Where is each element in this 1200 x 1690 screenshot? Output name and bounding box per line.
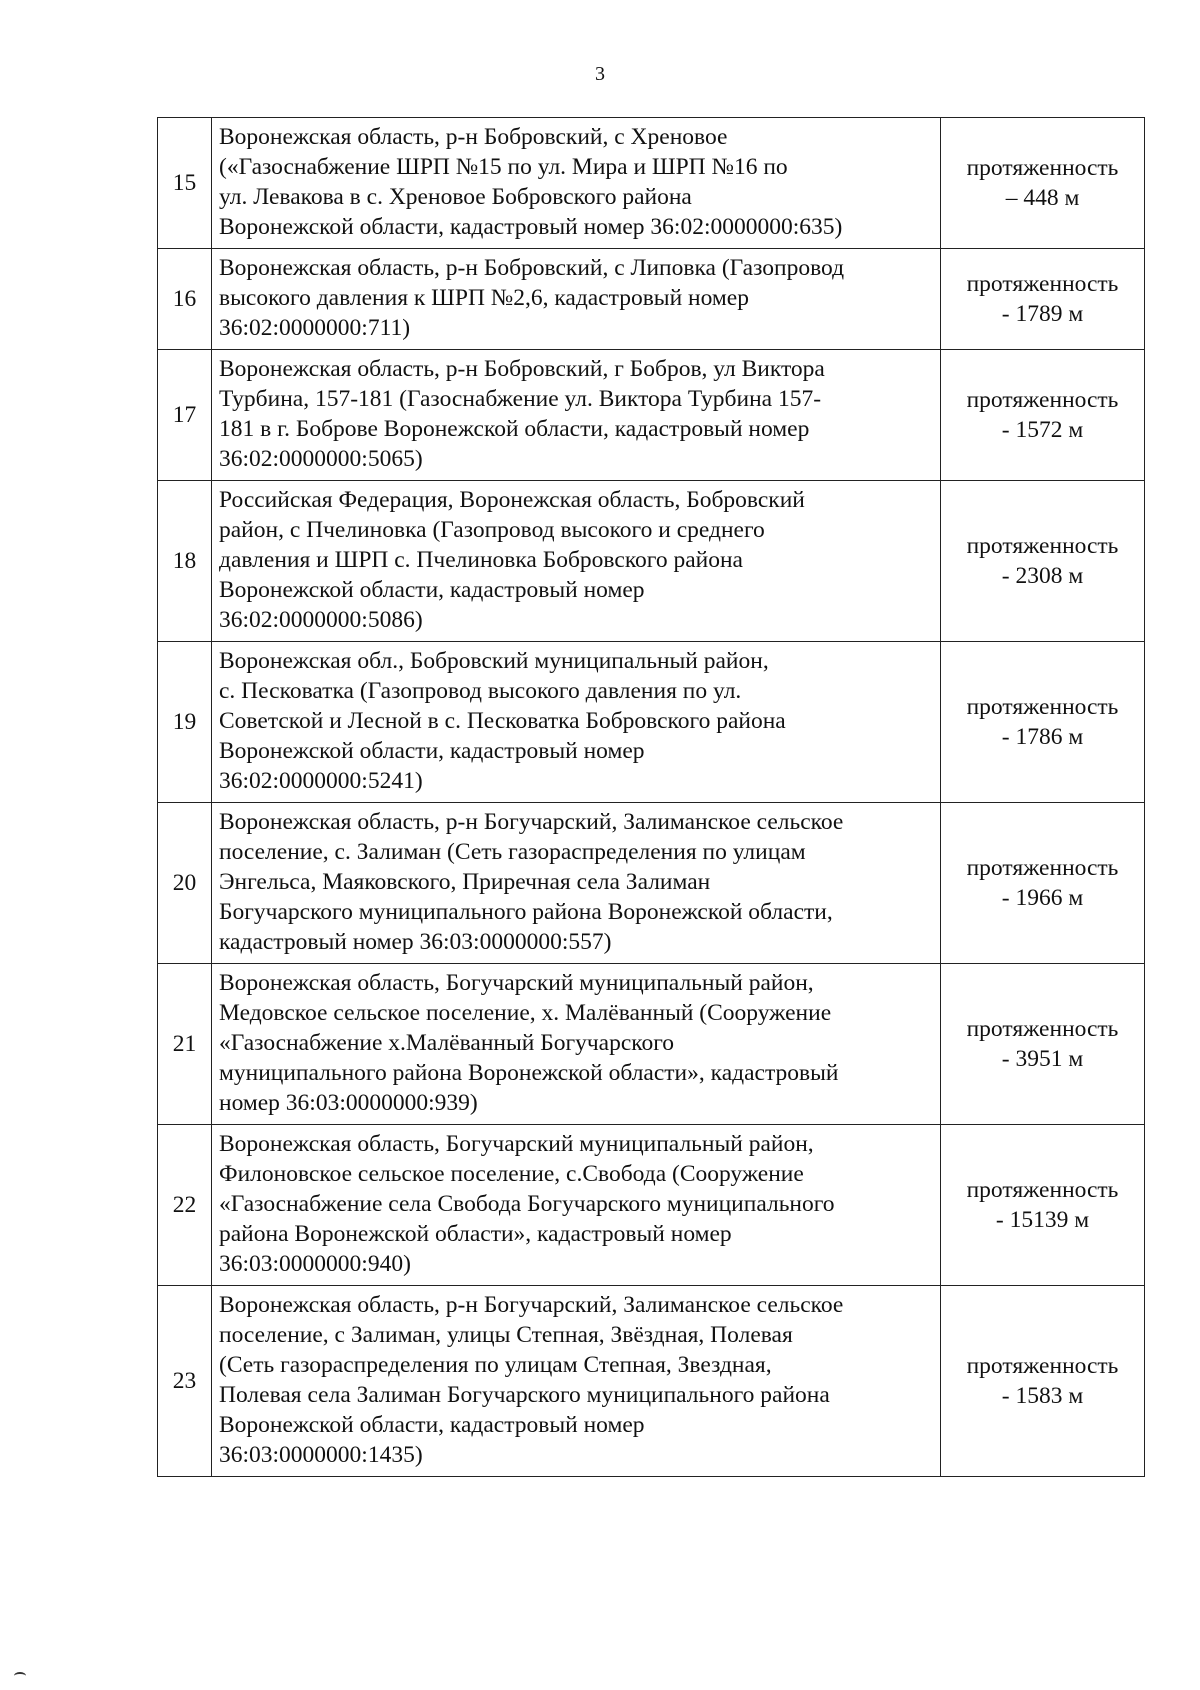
description-line: Воронежская область, р-н Богучарский, Залиманское сельское bbox=[219, 1292, 844, 1318]
object-description bbox=[212, 1286, 941, 1477]
description-line: Энгельса, Маяковского, Приречная села Залиман bbox=[219, 869, 711, 895]
description-line: 36:02:0000000:5086) bbox=[219, 607, 423, 633]
object-description bbox=[212, 249, 941, 350]
gas-facilities-table bbox=[157, 117, 1145, 1477]
description-line: Воронежская обл., Бобровский муниципальный район, bbox=[219, 648, 769, 674]
description-line: кадастровый номер 36:03:0000000:557) bbox=[219, 929, 612, 955]
description-line: 36:02:0000000:5065) bbox=[219, 446, 423, 472]
description-line: высокого давления к ШРП №2,6, кадастровый номер bbox=[219, 285, 749, 311]
table-row bbox=[158, 964, 1145, 1125]
description-line: Турбина, 157-181 (Газоснабжение ул. Виктора Турбина 157- bbox=[219, 386, 822, 412]
table-row bbox=[158, 1125, 1145, 1286]
description-line: «Газоснабжение села Свобода Богучарского муниципального bbox=[219, 1191, 835, 1217]
description-line: поселение, с Залиман, улицы Степная, Звёздная, Полевая bbox=[219, 1322, 793, 1348]
table-row bbox=[158, 481, 1145, 642]
length-label: протяженность bbox=[966, 1016, 1119, 1042]
object-length bbox=[941, 249, 1145, 350]
description-line: 36:03:0000000:940) bbox=[219, 1251, 411, 1277]
description-line: Воронежская область, Богучарский муниципальный район, bbox=[219, 1131, 814, 1157]
object-description bbox=[212, 118, 941, 249]
description-line: Воронежской области, кадастровый номер bbox=[219, 577, 645, 603]
description-line: Филоновское сельское поселение, с.Свобода (Сооружение bbox=[219, 1161, 804, 1187]
row-number: 22 bbox=[158, 1125, 212, 1286]
length-value: - 1966 м bbox=[1001, 885, 1084, 911]
object-length bbox=[941, 1286, 1145, 1477]
description-line: Воронежской области, кадастровый номер 36:02:0000000:635) bbox=[219, 214, 843, 240]
length-value: - 1583 м bbox=[1001, 1383, 1084, 1409]
scan-mark bbox=[14, 1672, 26, 1680]
length-value: - 15139 м bbox=[995, 1207, 1090, 1233]
description-line: район, с Пчелиновка (Газопровод высокого и среднего bbox=[219, 517, 765, 543]
row-number: 16 bbox=[158, 249, 212, 350]
length-value: - 1572 м bbox=[1001, 417, 1084, 443]
length-value: - 1789 м bbox=[1001, 301, 1084, 327]
description-line: Российская Федерация, Воронежская область, Бобровский bbox=[219, 487, 805, 513]
description-line: 36:03:0000000:1435) bbox=[219, 1442, 423, 1468]
object-length bbox=[941, 803, 1145, 964]
object-length bbox=[941, 642, 1145, 803]
description-line: номер 36:03:0000000:939) bbox=[219, 1090, 478, 1116]
length-label: протяженность bbox=[966, 155, 1119, 181]
table-row bbox=[158, 1286, 1145, 1477]
object-description bbox=[212, 1125, 941, 1286]
description-line: Воронежской области, кадастровый номер bbox=[219, 1412, 645, 1438]
length-value: - 2308 м bbox=[1001, 563, 1084, 589]
description-line: (Сеть газораспределения по улицам Степная, Звездная, bbox=[219, 1352, 772, 1378]
description-line: 181 в г. Боброве Воронежской области, кадастровый номер bbox=[219, 416, 810, 442]
row-number: 20 bbox=[158, 803, 212, 964]
object-length bbox=[941, 118, 1145, 249]
object-length bbox=[941, 964, 1145, 1125]
object-description bbox=[212, 642, 941, 803]
description-line: 36:02:0000000:711) bbox=[219, 315, 411, 341]
description-line: («Газоснабжение ШРП №15 по ул. Мира и ШРП №16 по bbox=[219, 154, 788, 180]
description-line: ул. Левакова в с. Хреновое Бобровского района bbox=[219, 184, 692, 210]
table-row bbox=[158, 803, 1145, 964]
length-label: протяженность bbox=[966, 855, 1119, 881]
page-number: 3 bbox=[595, 63, 605, 85]
row-number: 18 bbox=[158, 481, 212, 642]
row-number: 21 bbox=[158, 964, 212, 1125]
row-number: 15 bbox=[158, 118, 212, 249]
description-line: давления и ШРП с. Пчелиновка Бобровского района bbox=[219, 547, 743, 573]
length-value: – 448 м bbox=[1005, 185, 1080, 211]
description-line: Воронежской области, кадастровый номер bbox=[219, 738, 645, 764]
description-line: Воронежская область, р-н Бобровский, с Хреновое bbox=[219, 124, 728, 150]
row-number: 17 bbox=[158, 350, 212, 481]
table-row bbox=[158, 350, 1145, 481]
description-line: с. Песковатка (Газопровод высокого давления по ул. bbox=[219, 678, 742, 704]
table-row bbox=[158, 118, 1145, 249]
description-line: Советской и Лесной в с. Песковатка Бобровского района bbox=[219, 708, 786, 734]
description-line: Медовское сельское поселение, х. Малёванный (Сооружение bbox=[219, 1000, 832, 1026]
length-label: протяженность bbox=[966, 533, 1119, 559]
row-number: 23 bbox=[158, 1286, 212, 1477]
table-body bbox=[158, 118, 1145, 1477]
object-description bbox=[212, 803, 941, 964]
row-number: 19 bbox=[158, 642, 212, 803]
description-line: Воронежская область, р-н Бобровский, с Липовка (Газопровод bbox=[219, 255, 845, 281]
description-line: Богучарского муниципального района Воронежской области, bbox=[219, 899, 833, 925]
object-description bbox=[212, 481, 941, 642]
length-value: - 1786 м bbox=[1001, 724, 1084, 750]
length-label: протяженность bbox=[966, 1177, 1119, 1203]
object-length bbox=[941, 481, 1145, 642]
description-line: «Газоснабжение х.Малёванный Богучарского bbox=[219, 1030, 675, 1056]
description-line: поселение, с. Залиман (Сеть газораспределения по улицам bbox=[219, 839, 806, 865]
description-line: Воронежская область, р-н Богучарский, Залиманское сельское bbox=[219, 809, 844, 835]
description-line: Воронежская область, р-н Бобровский, г Бобров, ул Виктора bbox=[219, 356, 825, 382]
table-row bbox=[158, 642, 1145, 803]
object-description bbox=[212, 350, 941, 481]
description-line: муниципального района Воронежской области», кадастровый bbox=[219, 1060, 839, 1086]
table-row bbox=[158, 249, 1145, 350]
length-label: протяженность bbox=[966, 387, 1119, 413]
object-length bbox=[941, 1125, 1145, 1286]
length-label: протяженность bbox=[966, 694, 1119, 720]
description-line: Воронежская область, Богучарский муниципальный район, bbox=[219, 970, 814, 996]
length-value: - 3951 м bbox=[1001, 1046, 1084, 1072]
length-label: протяженность bbox=[966, 271, 1119, 297]
description-line: 36:02:0000000:5241) bbox=[219, 768, 423, 794]
object-length bbox=[941, 350, 1145, 481]
length-label: протяженность bbox=[966, 1353, 1119, 1379]
object-description bbox=[212, 964, 941, 1125]
description-line: Полевая села Залиман Богучарского муниципального района bbox=[219, 1382, 830, 1408]
description-line: района Воронежской области», кадастровый номер bbox=[219, 1221, 732, 1247]
